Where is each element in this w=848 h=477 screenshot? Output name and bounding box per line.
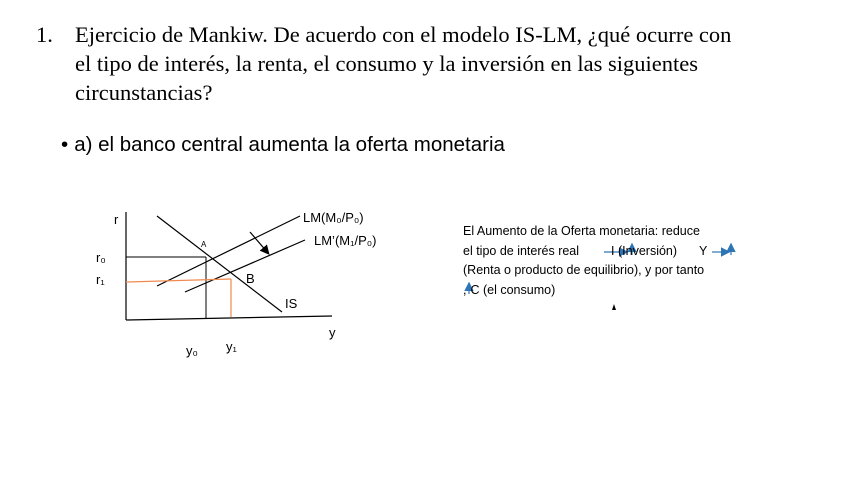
x-axis: [126, 316, 332, 320]
point-a-label: A: [201, 240, 207, 249]
explanation-line-2-part-a: el tipo de interés real: [463, 243, 580, 258]
explanation-line-2: [463, 242, 763, 262]
question-text: Ejercicio de Mankiw. De acuerdo con el modelo IS-LM, ¿qué ocurre con el tipo de interés, la renta, el consumo y la inversión en las siguientes circunstancias?: [75, 22, 732, 105]
explanation-line-4-part-a: ,: [463, 282, 467, 297]
explanation-line-2-part-c: Y: [699, 243, 708, 258]
r1-label: r₁: [96, 272, 105, 287]
lm-shift-arrow: [250, 232, 268, 253]
bullet-text: a) el banco central aumenta la oferta monetaria: [74, 133, 505, 156]
y0-label: y₀: [186, 343, 198, 358]
explanation-line-4-part-b: C (el consumo): [470, 282, 556, 297]
r-axis-label: r: [114, 212, 119, 227]
explanation-line-1: El Aumento de la Oferta monetaria: reduce: [463, 224, 700, 238]
explanation-line-4: [463, 281, 763, 301]
lm-label: LM(M₀/P₀): [303, 210, 364, 225]
lm-prime-label: LM’(M₁/P₀): [314, 233, 377, 248]
bullet-marker: •: [61, 133, 69, 156]
explanation-line-3: (Renta o producto de equilibrio), y por tanto: [463, 263, 705, 277]
is-curve: [157, 216, 282, 312]
r1-guide-line: [126, 279, 231, 282]
question-number: 1.: [36, 22, 53, 47]
y1-label: y₁: [226, 339, 237, 354]
is-label: IS: [285, 296, 298, 311]
r0-label: r₀: [96, 250, 106, 265]
stray-arrow-icon: [612, 304, 616, 310]
explanation-text: [463, 222, 763, 300]
point-b-label: B: [246, 271, 255, 286]
y-axis-label: y: [329, 325, 336, 340]
explanation-line-2-part-b: I (Inversión): [611, 243, 678, 258]
